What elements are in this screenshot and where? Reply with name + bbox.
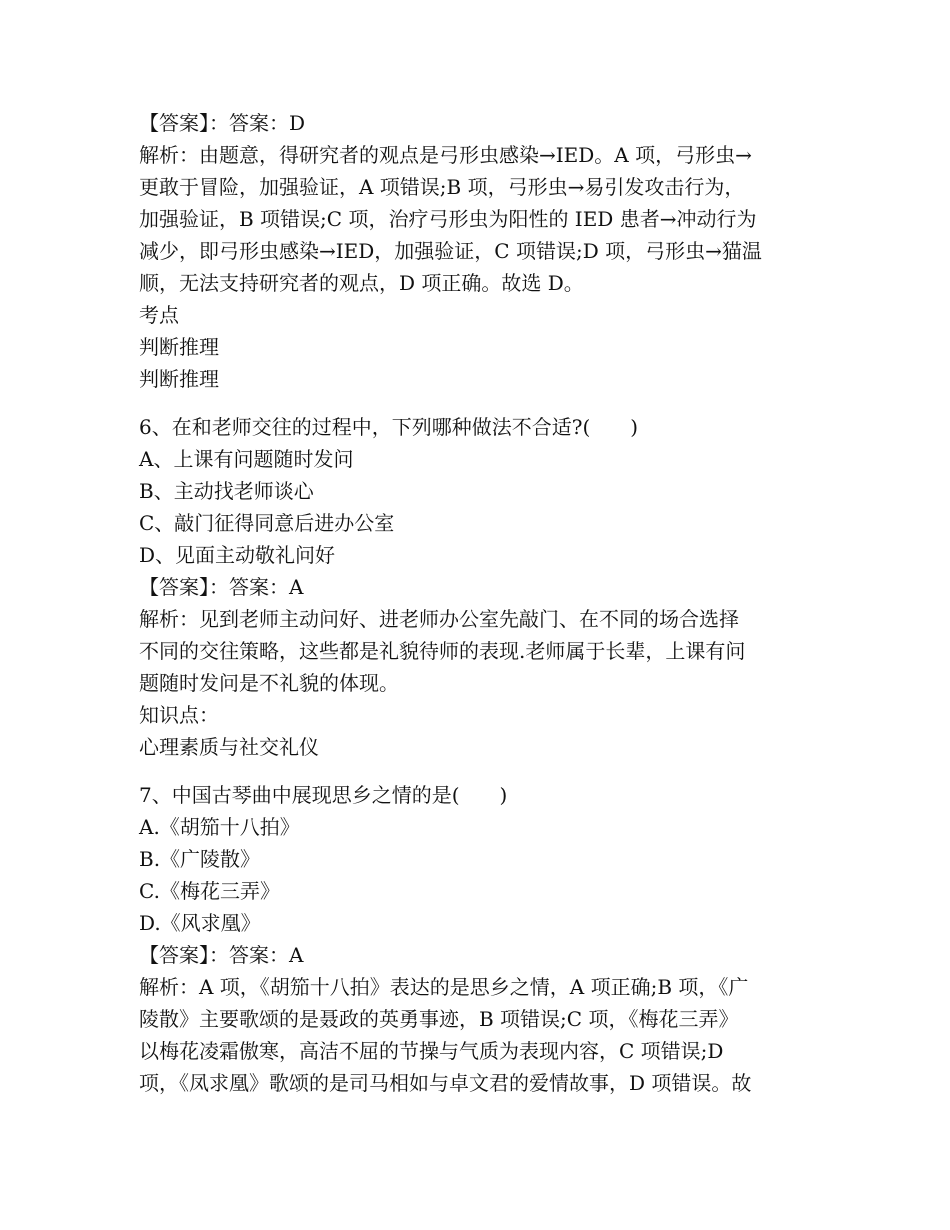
knowledge-item: 心理素质与社交礼仪 [139,735,319,759]
kaodian-item: 判断推理 [139,335,219,359]
question-7-block [139,779,819,1099]
analysis-line: 更敢于冒险，加强验证，A 项错误;B 项，弓形虫→易引发攻击行为， [139,175,745,199]
answer-line: 【答案】：答案：D [139,111,306,135]
analysis-line: 题随时发问是不礼貌的体现。 [139,671,399,695]
answer-line: 【答案】：答案：A [139,943,304,967]
analysis-line: 顺，无法支持研究者的观点，D 项正确。故选 D。 [139,271,584,295]
option-b: B、主动找老师谈心 [139,479,314,503]
analysis-line: 减少，即弓形虫感染→IED，加强验证，C 项错误;D 项，弓形虫→猫温 [139,239,762,263]
analysis-line: 解析：A 项，《胡笳十八拍》表达的是思乡之情，A 项正确;B 项，《广 [139,975,749,999]
option-b: B.《广陵散》 [139,847,261,871]
answer-line: 【答案】：答案：A [139,575,304,599]
option-c: C.《梅花三弄》 [139,879,280,903]
section-gap [139,395,819,411]
kaodian-item: 判断推理 [139,367,219,391]
analysis-line: 不同的交往策略，这些都是礼貌待师的表现.老师属于长辈，上课有问 [139,639,746,663]
question-stem: 7、中国古琴曲中展现思乡之情的是( ) [139,783,508,807]
kaodian-label: 考点 [139,303,179,327]
question-5-answer-block [139,107,819,395]
option-d: D、见面主动敬礼问好 [139,543,336,567]
analysis-line: 以梅花凌霜傲寒，高洁不屈的节操与气质为表现内容，C 项错误;D [139,1039,724,1063]
analysis-line: 解析：见到老师主动问好、进老师办公室先敲门、在不同的场合选择 [139,607,739,631]
option-c: C、敲门征得同意后进办公室 [139,511,395,535]
option-d: D.《风求凰》 [139,911,261,935]
question-6-block [139,411,819,763]
knowledge-label: 知识点： [139,703,219,727]
analysis-line: 加强验证，B 项错误;C 项，治疗弓形虫为阳性的 IED 患者→冲动行为 [139,207,757,231]
document-page [139,107,819,1099]
question-stem: 6、在和老师交往的过程中，下列哪种做法不合适?( ) [139,415,639,439]
option-a: A.《胡笳十八拍》 [139,815,300,839]
analysis-line: 项，《凤求凰》歌颂的是司马相如与卓文君的爱情故事，D 项错误。故 [139,1071,752,1095]
option-a: A、上课有问题随时发问 [139,447,354,471]
analysis-line: 解析：由题意，得研究者的观点是弓形虫感染→IED。A 项，弓形虫→ [139,143,752,167]
section-gap [139,763,819,779]
analysis-line: 陵散》主要歌颂的是聂政的英勇事迹，B 项错误;C 项，《梅花三弄》 [139,1007,739,1031]
